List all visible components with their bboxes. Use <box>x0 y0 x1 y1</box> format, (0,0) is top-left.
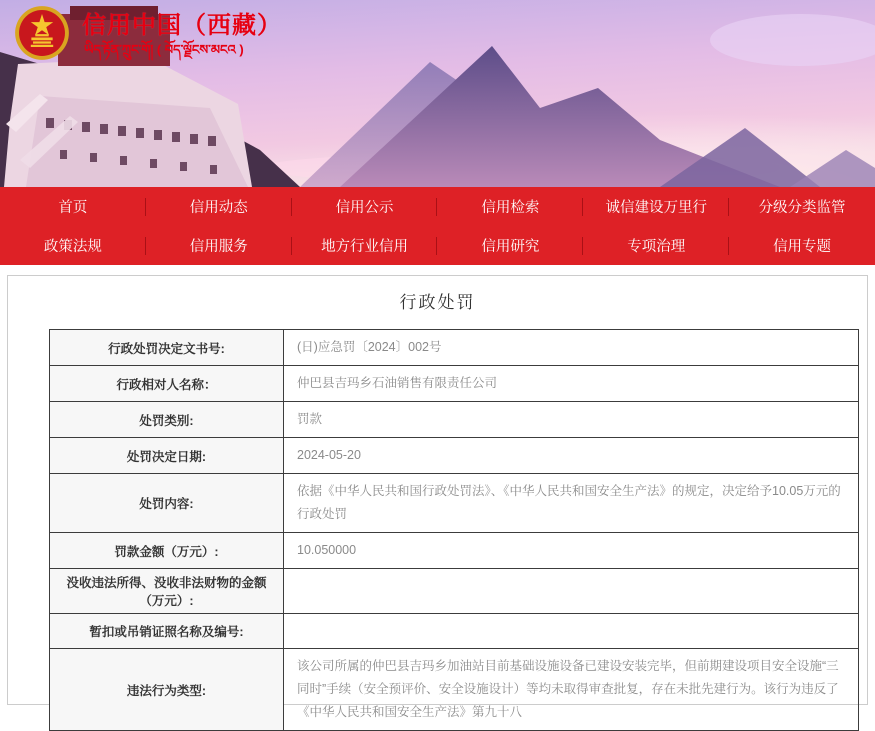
nav-item-special-governance[interactable]: 专项治理 <box>583 226 729 265</box>
main-nav <box>0 187 875 265</box>
site-brand[interactable] <box>14 5 282 61</box>
row-label-fine-amount: 罚款金额（万元）: <box>50 533 284 569</box>
nav-item-credit-news[interactable]: 信用动态 <box>146 187 292 226</box>
nav-item-credit-publicity[interactable]: 信用公示 <box>292 187 438 226</box>
content-box <box>7 275 868 719</box>
national-emblem-icon <box>14 5 70 61</box>
table-row <box>50 649 859 731</box>
punishment-detail-table <box>49 329 859 731</box>
table-row <box>50 438 859 474</box>
row-value-document-number: (日)应急罚〔2024〕002号 <box>284 330 859 366</box>
site-title[interactable]: 信用中国（西藏） <box>82 12 282 39</box>
table-row <box>50 402 859 438</box>
row-label-decision-date: 处罚决定日期: <box>50 438 284 474</box>
row-label-punishment-category: 处罚类别: <box>50 402 284 438</box>
site-header <box>0 0 875 265</box>
row-value-fine-amount: 10.050000 <box>284 533 859 569</box>
nav-item-credit-search[interactable]: 信用检索 <box>437 187 583 226</box>
row-label-punishment-content: 处罚内容: <box>50 474 284 533</box>
table-row <box>50 474 859 533</box>
row-value-license-revocation <box>284 614 859 649</box>
table-row <box>50 533 859 569</box>
page-title: 行政处罚 <box>399 293 476 312</box>
nav-item-home[interactable]: 首页 <box>0 187 146 226</box>
row-label-confiscation-amount: 没收违法所得、没收非法财物的金额（万元）: <box>50 569 284 614</box>
row-label-license-revocation: 暂扣或吊销证照名称及编号: <box>50 614 284 649</box>
nav-item-local-industry-credit[interactable]: 地方行业信用 <box>292 226 438 265</box>
nav-item-credit-services[interactable]: 信用服务 <box>146 226 292 265</box>
row-label-document-number: 行政处罚决定文书号: <box>50 330 284 366</box>
nav-item-integrity-campaign[interactable]: 诚信建设万里行 <box>583 187 729 226</box>
nav-item-graded-supervision[interactable]: 分级分类监管 <box>758 200 846 216</box>
row-value-confiscation-amount <box>284 569 859 614</box>
brand-text <box>82 5 282 58</box>
row-label-violation-type: 违法行为类型: <box>50 649 284 731</box>
row-label-party-name: 行政相对人名称： <box>50 366 284 402</box>
row-value-punishment-content: 依据《中华人民共和国行政处罚法》、《中华人民共和国安全生产法》的规定，决定给予10.05万元的行政处罚 <box>284 474 859 533</box>
row-value-party-name: 仲巴县吉玛乡石油销售有限责任公司 <box>284 366 859 402</box>
table-row <box>50 366 859 402</box>
site-subtitle-tibetan: ཡིད་རྟོན་ཀྲུང་གོ། ( བོད་ལྗོངས་མངའ ) <box>84 42 244 57</box>
nav-item-credit-research[interactable]: 信用研究 <box>437 226 583 265</box>
table-row <box>50 330 859 366</box>
nav-item-policies[interactable]: 政策法规 <box>0 226 146 265</box>
nav-item-credit-topics[interactable]: 信用专题 <box>773 239 832 255</box>
row-value-decision-date: 2024-05-20 <box>284 438 859 474</box>
row-value-violation-type: 该公司所属的仲巴县吉玛乡加油站目前基础设施设备已建设安装完毕，但前期建设项目安全设施“三同时”手续（安全预评价、安全设施设计）等均未取得审查批复，存在未批先建行为。该行为违反了《中华人民共和国安全生产法》第九十八 <box>284 649 859 731</box>
table-row <box>50 569 859 614</box>
table-row <box>50 614 859 649</box>
row-value-punishment-category: 罚款 <box>284 402 859 438</box>
